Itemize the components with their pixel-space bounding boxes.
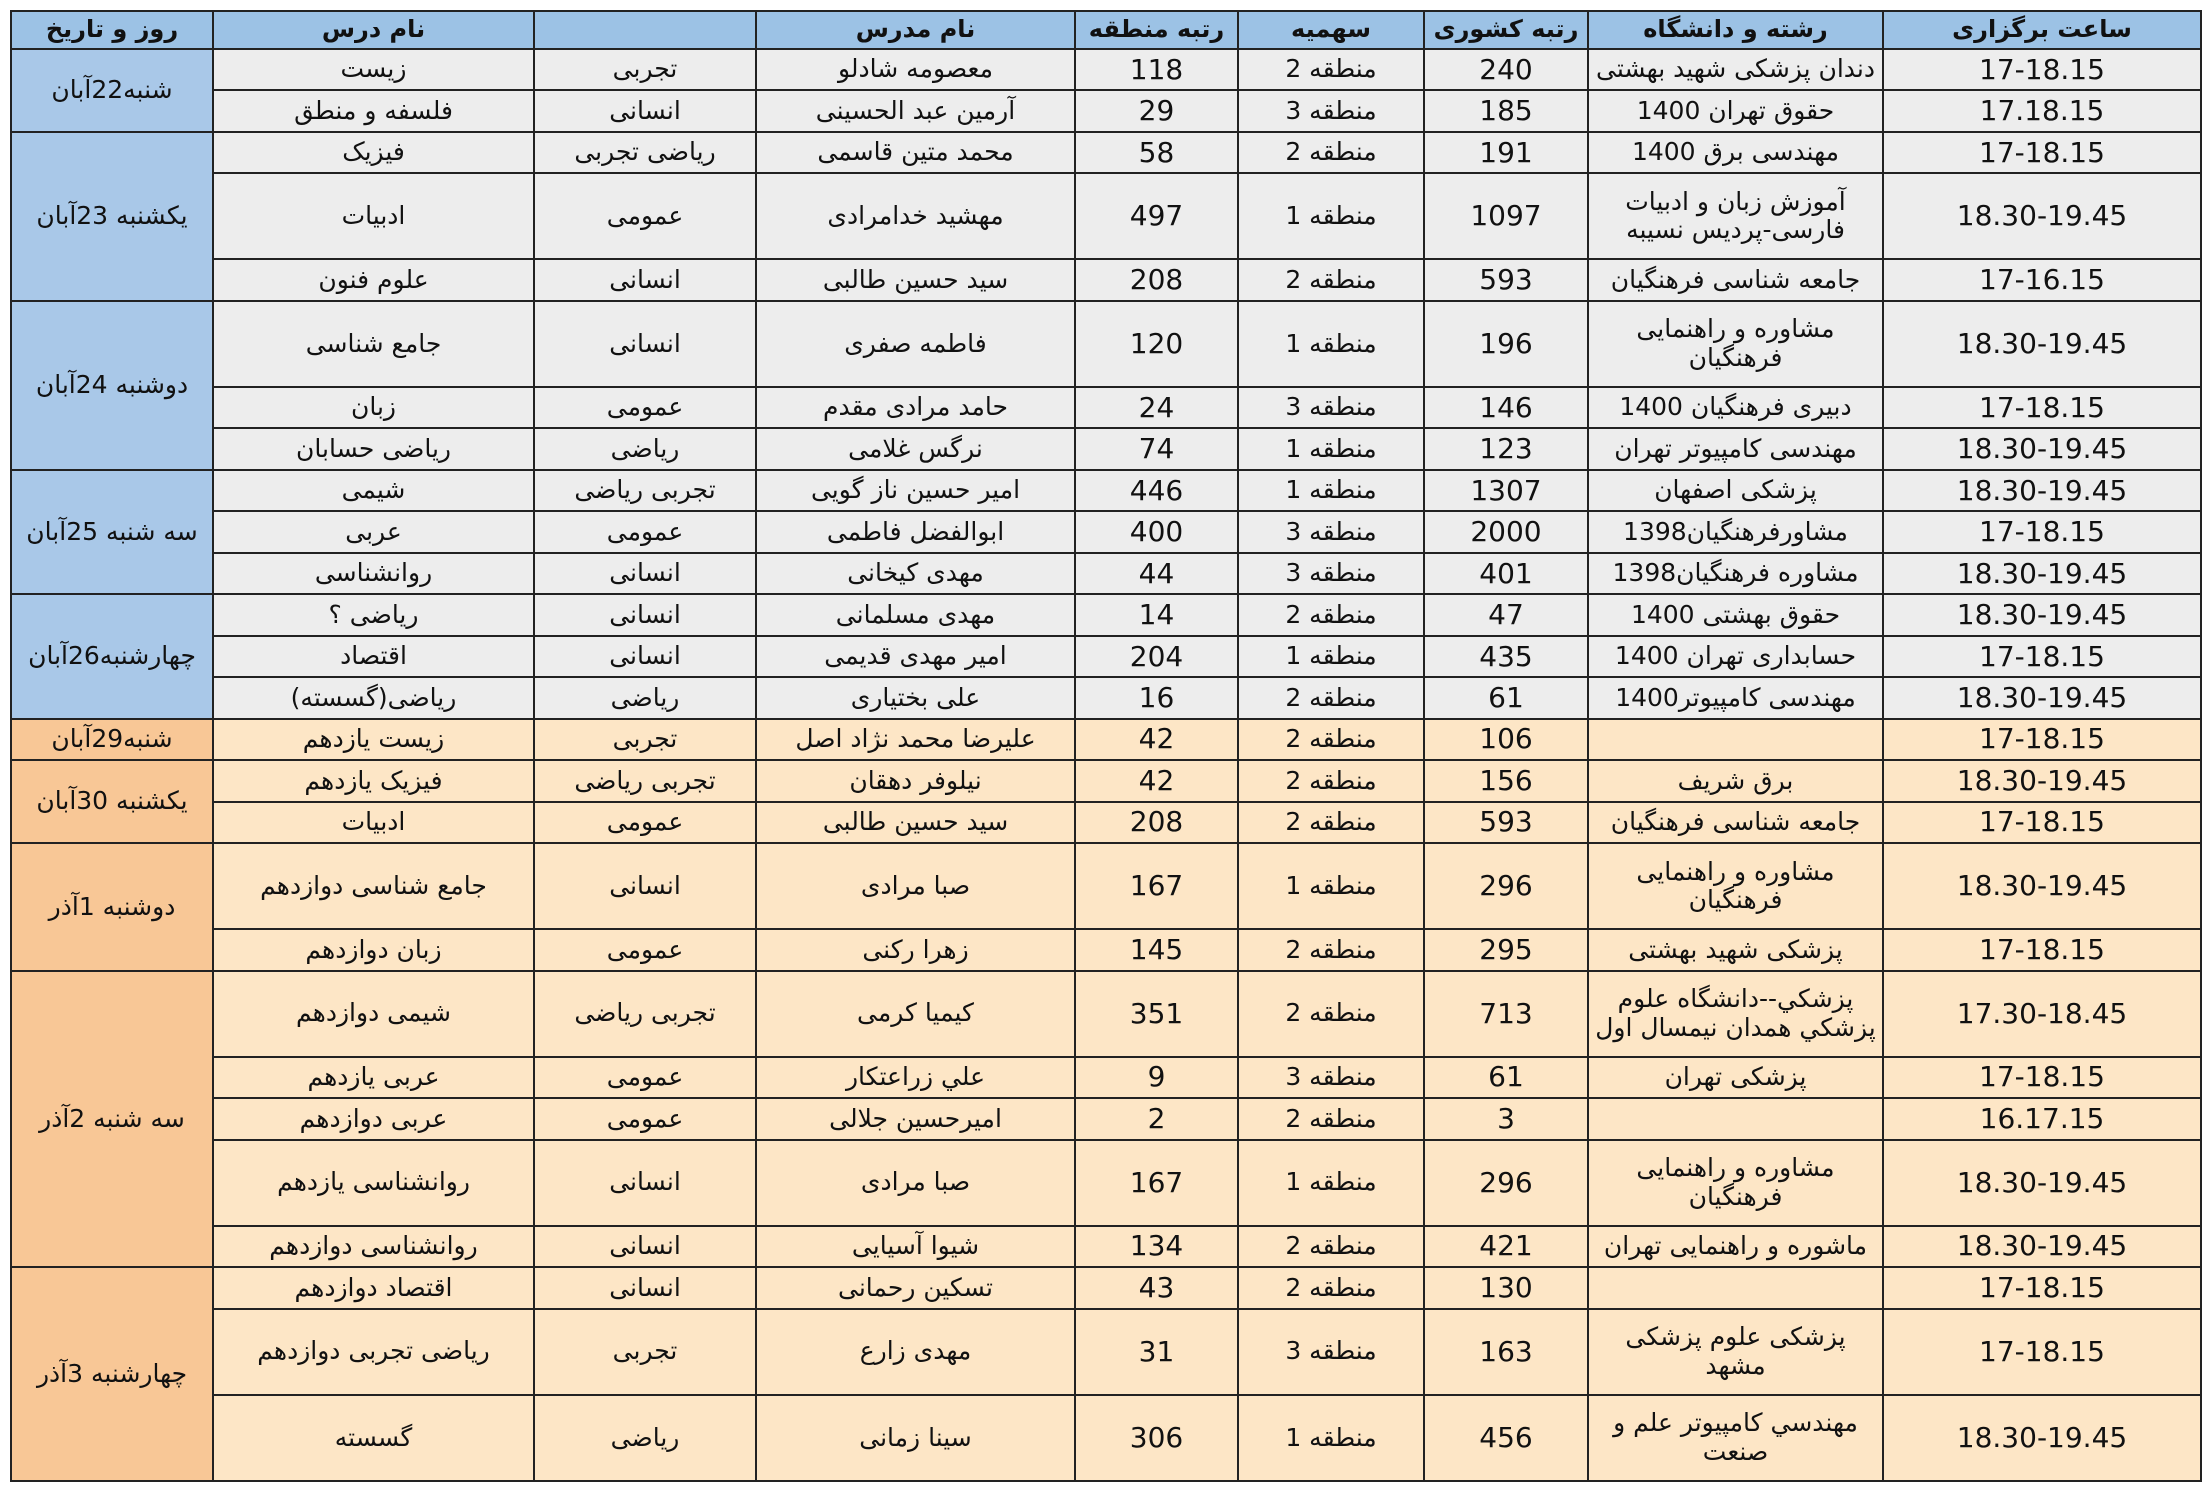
- time-cell: 18.30-19.45: [1883, 677, 2201, 718]
- regional-rank-cell: 44: [1075, 553, 1238, 594]
- field-cell: انسانی: [534, 259, 756, 300]
- regional-rank-cell: 306: [1075, 1395, 1238, 1481]
- time-cell: 18.30-19.45: [1883, 173, 2201, 259]
- lesson-cell: ریاضی تجربی دوازدهم: [213, 1309, 534, 1395]
- field-cell: انسانی: [534, 553, 756, 594]
- quota-cell: منطقه 1: [1238, 301, 1424, 387]
- national-rank-cell: 185: [1424, 90, 1588, 131]
- university-cell: آموزش زبان و ادبیات فارسی-پردیس نسیبه: [1588, 173, 1883, 259]
- day-date-cell: یکشنبه 30آبان: [11, 760, 213, 843]
- national-rank-cell: 146: [1424, 387, 1588, 428]
- regional-rank-cell: 497: [1075, 173, 1238, 259]
- header-university: رشته و دانشگاه: [1588, 11, 1883, 49]
- regional-rank-cell: 134: [1075, 1226, 1238, 1267]
- schedule-table: [10, 10, 2202, 1482]
- university-cell: پزشکی علوم پزشکی مشهد: [1588, 1309, 1883, 1395]
- teacher-cell: معصومه شادلو: [756, 49, 1075, 90]
- table-row: [11, 719, 2201, 760]
- university-cell: مشاورفرهنگیان1398: [1588, 511, 1883, 552]
- lesson-cell: ریاضی ؟: [213, 594, 534, 635]
- regional-rank-cell: 2: [1075, 1098, 1238, 1139]
- regional-rank-cell: 31: [1075, 1309, 1238, 1395]
- teacher-cell: امیر حسین ناز گویی: [756, 470, 1075, 511]
- time-cell: 17-18.15: [1883, 132, 2201, 173]
- table-row: [11, 1226, 2201, 1267]
- field-cell: عمومی: [534, 929, 756, 970]
- lesson-cell: شیمی: [213, 470, 534, 511]
- header-regional-rank: رتبه منطقه: [1075, 11, 1238, 49]
- university-cell: حقوق تهران 1400: [1588, 90, 1883, 131]
- national-rank-cell: 1307: [1424, 470, 1588, 511]
- field-cell: تجربی ریاضی: [534, 760, 756, 801]
- teacher-cell: آرمین عبد الحسینی: [756, 90, 1075, 131]
- national-rank-cell: 421: [1424, 1226, 1588, 1267]
- field-cell: انسانی: [534, 594, 756, 635]
- teacher-cell: زهرا رکنی: [756, 929, 1075, 970]
- regional-rank-cell: 29: [1075, 90, 1238, 131]
- university-cell: مشاوره و راهنمایی فرهنگیان: [1588, 301, 1883, 387]
- field-cell: عمومی: [534, 802, 756, 843]
- time-cell: 17.30-18.45: [1883, 971, 2201, 1057]
- university-cell: مهندسی کامپیوتر1400: [1588, 677, 1883, 718]
- lesson-cell: روانشناسی دوازدهم: [213, 1226, 534, 1267]
- table-row: [11, 553, 2201, 594]
- regional-rank-cell: 208: [1075, 802, 1238, 843]
- lesson-cell: ادبیات: [213, 173, 534, 259]
- day-date-cell: شنبه29آبان: [11, 719, 213, 760]
- teacher-cell: صبا مرادی: [756, 843, 1075, 929]
- lesson-cell: اقتصاد: [213, 636, 534, 677]
- university-cell: حسابداری تهران 1400: [1588, 636, 1883, 677]
- teacher-cell: مهدی کیخانی: [756, 553, 1075, 594]
- national-rank-cell: 191: [1424, 132, 1588, 173]
- national-rank-cell: 47: [1424, 594, 1588, 635]
- field-cell: انسانی: [534, 1226, 756, 1267]
- regional-rank-cell: 14: [1075, 594, 1238, 635]
- national-rank-cell: 106: [1424, 719, 1588, 760]
- table-row: [11, 1267, 2201, 1308]
- national-rank-cell: 713: [1424, 971, 1588, 1057]
- time-cell: 17-18.15: [1883, 1267, 2201, 1308]
- table-row: [11, 971, 2201, 1057]
- national-rank-cell: 593: [1424, 259, 1588, 300]
- teacher-cell: علی بختیاری: [756, 677, 1075, 718]
- teacher-cell: محمد متین قاسمی: [756, 132, 1075, 173]
- quota-cell: منطقه 1: [1238, 1395, 1424, 1481]
- field-cell: عمومی: [534, 387, 756, 428]
- time-cell: 18.30-19.45: [1883, 1395, 2201, 1481]
- field-cell: انسانی: [534, 90, 756, 131]
- lesson-cell: فیزیک: [213, 132, 534, 173]
- table-row: [11, 470, 2201, 511]
- regional-rank-cell: 42: [1075, 719, 1238, 760]
- lesson-cell: اقتصاد دوازدهم: [213, 1267, 534, 1308]
- quota-cell: منطقه 2: [1238, 971, 1424, 1057]
- university-cell: دندان پزشکی شهید بهشتی: [1588, 49, 1883, 90]
- quota-cell: منطقه 3: [1238, 387, 1424, 428]
- lesson-cell: فلسفه و منطق: [213, 90, 534, 131]
- teacher-cell: علي زراعتکار: [756, 1057, 1075, 1098]
- time-cell: 17-18.15: [1883, 929, 2201, 970]
- national-rank-cell: 61: [1424, 1057, 1588, 1098]
- table-row: [11, 1057, 2201, 1098]
- lesson-cell: زبان دوازدهم: [213, 929, 534, 970]
- field-cell: تجربی: [534, 49, 756, 90]
- header-lesson: نام درس: [213, 11, 534, 49]
- university-cell: مهندسي کامپیوتر علم و صنعت: [1588, 1395, 1883, 1481]
- teacher-cell: سید حسین طالبی: [756, 259, 1075, 300]
- field-cell: انسانی: [534, 843, 756, 929]
- time-cell: 18.30-19.45: [1883, 428, 2201, 469]
- table-row: [11, 511, 2201, 552]
- lesson-cell: شیمی دوازدهم: [213, 971, 534, 1057]
- university-cell: برق شریف: [1588, 760, 1883, 801]
- university-cell: [1588, 719, 1883, 760]
- field-cell: عمومی: [534, 1057, 756, 1098]
- national-rank-cell: 2000: [1424, 511, 1588, 552]
- time-cell: 18.30-19.45: [1883, 594, 2201, 635]
- time-cell: 17-18.15: [1883, 1057, 2201, 1098]
- table-row: [11, 760, 2201, 801]
- university-cell: دبیری فرهنگیان 1400: [1588, 387, 1883, 428]
- quota-cell: منطقه 2: [1238, 760, 1424, 801]
- teacher-cell: حامد مرادی مقدم: [756, 387, 1075, 428]
- university-cell: مشاوره و راهنمایی فرهنگیان: [1588, 843, 1883, 929]
- lesson-cell: روانشناسی: [213, 553, 534, 594]
- field-cell: ریاضی: [534, 428, 756, 469]
- table-row: [11, 843, 2201, 929]
- regional-rank-cell: 16: [1075, 677, 1238, 718]
- teacher-cell: امیرحسین جلالی: [756, 1098, 1075, 1139]
- teacher-cell: تسکین رحمانی: [756, 1267, 1075, 1308]
- university-cell: حقوق بهشتی 1400: [1588, 594, 1883, 635]
- table-row: [11, 49, 2201, 90]
- time-cell: 18.30-19.45: [1883, 1226, 2201, 1267]
- regional-rank-cell: 42: [1075, 760, 1238, 801]
- lesson-cell: زبان: [213, 387, 534, 428]
- table-row: [11, 1140, 2201, 1226]
- regional-rank-cell: 145: [1075, 929, 1238, 970]
- quota-cell: منطقه 1: [1238, 470, 1424, 511]
- teacher-cell: نرگس غلامی: [756, 428, 1075, 469]
- lesson-cell: عربی دوازدهم: [213, 1098, 534, 1139]
- lesson-cell: ریاضی(گسسته): [213, 677, 534, 718]
- regional-rank-cell: 208: [1075, 259, 1238, 300]
- time-cell: 17-18.15: [1883, 1309, 2201, 1395]
- table-row: [11, 301, 2201, 387]
- teacher-cell: ابوالفضل فاطمی: [756, 511, 1075, 552]
- quota-cell: منطقه 1: [1238, 1140, 1424, 1226]
- quota-cell: منطقه 3: [1238, 90, 1424, 131]
- time-cell: 18.30-19.45: [1883, 553, 2201, 594]
- teacher-cell: کیمیا کرمی: [756, 971, 1075, 1057]
- regional-rank-cell: 351: [1075, 971, 1238, 1057]
- header-field: [534, 11, 756, 49]
- table-row: [11, 428, 2201, 469]
- header-teacher: نام مدرس: [756, 11, 1075, 49]
- table-row: [11, 594, 2201, 635]
- lesson-cell: روانشناسی یازدهم: [213, 1140, 534, 1226]
- regional-rank-cell: 9: [1075, 1057, 1238, 1098]
- regional-rank-cell: 74: [1075, 428, 1238, 469]
- field-cell: تجربی: [534, 1309, 756, 1395]
- university-cell: پزشکی اصفهان: [1588, 470, 1883, 511]
- time-cell: 16.17.15: [1883, 1098, 2201, 1139]
- table-row: [11, 636, 2201, 677]
- time-cell: 17.18.15: [1883, 90, 2201, 131]
- quota-cell: منطقه 3: [1238, 553, 1424, 594]
- national-rank-cell: 240: [1424, 49, 1588, 90]
- national-rank-cell: 123: [1424, 428, 1588, 469]
- lesson-cell: فیزیک یازدهم: [213, 760, 534, 801]
- national-rank-cell: 296: [1424, 843, 1588, 929]
- table-row: [11, 1098, 2201, 1139]
- quota-cell: منطقه 2: [1238, 259, 1424, 300]
- day-date-cell: یکشنبه 23آبان: [11, 132, 213, 301]
- teacher-cell: مهشید خدامرادی: [756, 173, 1075, 259]
- regional-rank-cell: 446: [1075, 470, 1238, 511]
- regional-rank-cell: 24: [1075, 387, 1238, 428]
- teacher-cell: سینا زمانی: [756, 1395, 1075, 1481]
- university-cell: پزشکی شهید بهشتی: [1588, 929, 1883, 970]
- field-cell: تجربی ریاضی: [534, 971, 756, 1057]
- university-cell: جامعه شناسی فرهنگیان: [1588, 802, 1883, 843]
- day-date-cell: سه شنبه 2آذر: [11, 971, 213, 1267]
- schedule-body: [11, 49, 2201, 1481]
- time-cell: 18.30-19.45: [1883, 843, 2201, 929]
- table-row: [11, 802, 2201, 843]
- quota-cell: منطقه 2: [1238, 594, 1424, 635]
- time-cell: 17-18.15: [1883, 719, 2201, 760]
- national-rank-cell: 295: [1424, 929, 1588, 970]
- university-cell: ماشوره و راهنمایی تهران: [1588, 1226, 1883, 1267]
- national-rank-cell: 401: [1424, 553, 1588, 594]
- day-date-cell: دوشنبه 1آذر: [11, 843, 213, 971]
- lesson-cell: جامع شناسی: [213, 301, 534, 387]
- lesson-cell: علوم فنون: [213, 259, 534, 300]
- quota-cell: منطقه 2: [1238, 719, 1424, 760]
- teacher-cell: نیلوفر دهقان: [756, 760, 1075, 801]
- field-cell: عمومی: [534, 511, 756, 552]
- national-rank-cell: 156: [1424, 760, 1588, 801]
- quota-cell: منطقه 1: [1238, 843, 1424, 929]
- field-cell: ریاضی تجربی: [534, 132, 756, 173]
- quota-cell: منطقه 3: [1238, 511, 1424, 552]
- regional-rank-cell: 167: [1075, 1140, 1238, 1226]
- header-national-rank: رتبه کشوری: [1424, 11, 1588, 49]
- university-cell: مهندسی کامپیوتر تهران: [1588, 428, 1883, 469]
- regional-rank-cell: 400: [1075, 511, 1238, 552]
- regional-rank-cell: 120: [1075, 301, 1238, 387]
- quota-cell: منطقه 2: [1238, 1267, 1424, 1308]
- university-cell: مشاوره و راهنمایی فرهنگیان: [1588, 1140, 1883, 1226]
- day-date-cell: چهارشنبه 3آذر: [11, 1267, 213, 1481]
- quota-cell: منطقه 3: [1238, 1309, 1424, 1395]
- table-row: [11, 259, 2201, 300]
- field-cell: تجربی ریاضی: [534, 470, 756, 511]
- time-cell: 18.30-19.45: [1883, 1140, 2201, 1226]
- quota-cell: منطقه 2: [1238, 677, 1424, 718]
- header-time: ساعت برگزاری: [1883, 11, 2201, 49]
- day-date-cell: دوشنبه 24آبان: [11, 301, 213, 470]
- time-cell: 18.30-19.45: [1883, 760, 2201, 801]
- national-rank-cell: 435: [1424, 636, 1588, 677]
- table-row: [11, 1309, 2201, 1395]
- university-cell: جامعه شناسی فرهنگیان: [1588, 259, 1883, 300]
- university-cell: پزشکی تهران: [1588, 1057, 1883, 1098]
- lesson-cell: زیست: [213, 49, 534, 90]
- lesson-cell: زیست یازدهم: [213, 719, 534, 760]
- table-row: [11, 132, 2201, 173]
- regional-rank-cell: 118: [1075, 49, 1238, 90]
- field-cell: عمومی: [534, 1098, 756, 1139]
- teacher-cell: علیرضا محمد نژاد اصل: [756, 719, 1075, 760]
- university-cell: [1588, 1267, 1883, 1308]
- table-row: [11, 173, 2201, 259]
- header-day: روز و تاریخ: [11, 11, 213, 49]
- teacher-cell: فاطمه صفری: [756, 301, 1075, 387]
- lesson-cell: عربی: [213, 511, 534, 552]
- lesson-cell: ریاضی حسابان: [213, 428, 534, 469]
- university-cell: [1588, 1098, 1883, 1139]
- time-cell: 17-18.15: [1883, 49, 2201, 90]
- time-cell: 17-18.15: [1883, 387, 2201, 428]
- regional-rank-cell: 58: [1075, 132, 1238, 173]
- regional-rank-cell: 43: [1075, 1267, 1238, 1308]
- lesson-cell: عربی یازدهم: [213, 1057, 534, 1098]
- table-row: [11, 677, 2201, 718]
- quota-cell: منطقه 1: [1238, 636, 1424, 677]
- regional-rank-cell: 204: [1075, 636, 1238, 677]
- quota-cell: منطقه 1: [1238, 428, 1424, 469]
- national-rank-cell: 296: [1424, 1140, 1588, 1226]
- header-row: [11, 11, 2201, 49]
- field-cell: انسانی: [534, 636, 756, 677]
- lesson-cell: جامع شناسی دوازدهم: [213, 843, 534, 929]
- national-rank-cell: 456: [1424, 1395, 1588, 1481]
- quota-cell: منطقه 2: [1238, 802, 1424, 843]
- university-cell: پزشكي--دانشگاه علوم پزشكي همدان نيمسال اول: [1588, 971, 1883, 1057]
- table-row: [11, 387, 2201, 428]
- quota-cell: منطقه 3: [1238, 1057, 1424, 1098]
- table-row: [11, 90, 2201, 131]
- time-cell: 17-16.15: [1883, 259, 2201, 300]
- national-rank-cell: 163: [1424, 1309, 1588, 1395]
- field-cell: ریاضی: [534, 1395, 756, 1481]
- time-cell: 18.30-19.45: [1883, 301, 2201, 387]
- day-date-cell: سه شنبه 25آبان: [11, 470, 213, 594]
- field-cell: تجربی: [534, 719, 756, 760]
- day-date-cell: چهارشنبه26آبان: [11, 594, 213, 718]
- teacher-cell: صبا مرادی: [756, 1140, 1075, 1226]
- regional-rank-cell: 167: [1075, 843, 1238, 929]
- header-quota: سهمیه: [1238, 11, 1424, 49]
- lesson-cell: ادبیات: [213, 802, 534, 843]
- table-row: [11, 1395, 2201, 1481]
- national-rank-cell: 130: [1424, 1267, 1588, 1308]
- national-rank-cell: 593: [1424, 802, 1588, 843]
- quota-cell: منطقه 2: [1238, 1098, 1424, 1139]
- table-row: [11, 929, 2201, 970]
- quota-cell: منطقه 2: [1238, 49, 1424, 90]
- day-date-cell: شنبه22آبان: [11, 49, 213, 132]
- national-rank-cell: 3: [1424, 1098, 1588, 1139]
- field-cell: ریاضی: [534, 677, 756, 718]
- university-cell: مهندسی برق 1400: [1588, 132, 1883, 173]
- national-rank-cell: 196: [1424, 301, 1588, 387]
- national-rank-cell: 61: [1424, 677, 1588, 718]
- teacher-cell: شیوا آسیایی: [756, 1226, 1075, 1267]
- time-cell: 17-18.15: [1883, 636, 2201, 677]
- field-cell: انسانی: [534, 1267, 756, 1308]
- time-cell: 17-18.15: [1883, 802, 2201, 843]
- teacher-cell: سید حسین طالبی: [756, 802, 1075, 843]
- quota-cell: منطقه 2: [1238, 132, 1424, 173]
- teacher-cell: مهدی مسلمانی: [756, 594, 1075, 635]
- lesson-cell: گسسته: [213, 1395, 534, 1481]
- national-rank-cell: 1097: [1424, 173, 1588, 259]
- teacher-cell: مهدی زارع: [756, 1309, 1075, 1395]
- quota-cell: منطقه 1: [1238, 173, 1424, 259]
- time-cell: 17-18.15: [1883, 511, 2201, 552]
- field-cell: انسانی: [534, 1140, 756, 1226]
- time-cell: 18.30-19.45: [1883, 470, 2201, 511]
- university-cell: مشاوره فرهنگیان1398: [1588, 553, 1883, 594]
- field-cell: عمومی: [534, 173, 756, 259]
- quota-cell: منطقه 2: [1238, 1226, 1424, 1267]
- field-cell: انسانی: [534, 301, 756, 387]
- quota-cell: منطقه 2: [1238, 929, 1424, 970]
- teacher-cell: امیر مهدی قدیمی: [756, 636, 1075, 677]
